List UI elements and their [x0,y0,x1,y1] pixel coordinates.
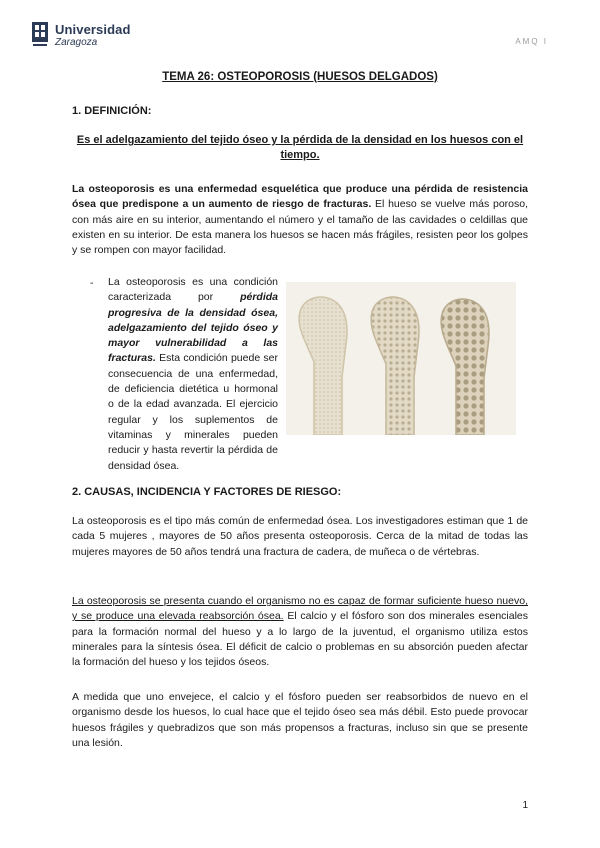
causes-paragraph-2 [72,594,528,670]
logo-city: Zaragoza [55,37,98,48]
definition-statement: Es el adelgazamiento del tejido óseo y la pérdida de la densidad en los huesos con el tiempo. [76,134,524,161]
bullet-paragraph [108,275,278,474]
bullet-rest: Esta condición puede ser consecuencia de una enfermedad, de deficiencia dietética u hormonal o de la edad avanzada. El ejercicio regular y los suplementos de vitaminas y minerales pueden reducir y hasta revertir la pérdida de densidad ósea. [108,352,278,472]
crest-icon [30,20,50,50]
causes-paragraph-3: A medida que uno envejece, el calcio y el fósforo pueden ser reabsorbidos de nuevo en el organismo desde los huesos, lo cual hace que el tejido óseo sea más débil. Esto puede provocar huesos frágiles y quebradizos que son más propensos a fracturas, incluso sin que se presente una lesión. [72,691,528,749]
definition-paragraph-rest: El hueso se vuelve más poroso, con más aire en su interior, aumentando el número y el tamaño de las cavidades o celdillas que existen en su interior. De esta manera los huesos se hacen más frágiles, resisten peor los golpes y se rompen con mayor facilidad. [72,198,528,257]
course-tag: AMQ I [515,37,548,46]
causes-paragraph-2-underlined: La osteoporosis se presenta cuando el organismo no es capaz de formar suficiente hueso nuevo, y se produce una elevada reabsorción ósea. [72,595,528,623]
causes-paragraph-1: La osteoporosis es el tipo más común de enfermedad ósea. Los investigadores estiman que 1 de cada 5 mujeres , mayores de 50 años presenta osteoporosis. Cerca de la mitad de todas las mujeres mayores de 50 años tendrá una fractura de cadera, de muñeca o de vértebras. [72,515,528,558]
section-heading-causes: 2. CAUSAS, INCIDENCIA Y FACTORES DE RIESGO: [72,486,342,498]
university-logo [30,18,140,58]
section-heading-definition: 1. DEFINICIÓN: [72,105,152,117]
logo-name: Universidad [55,22,131,37]
bone-density-image [286,282,516,435]
page-title: TEMA 26: OSTEOPOROSIS (HUESOS DELGADOS) [162,71,438,83]
causes-paragraph-2-rest: El calcio y el fósforo son dos minerales esenciales para la formación normal del hueso y a lo largo de la juventud, el organismo utiliza estos minerales para la síntesis ósea. El déficit de calcio o problemas en su absorción pueden afectar la formación del hueso y los tejidos óseos. [72,610,529,669]
bullet-marker: - [90,277,94,289]
definition-paragraph [72,182,528,258]
bullet-bold: pérdida progresiva de la densidad ósea, adelgazamiento del tejido óseo y mayor vulnerabilidad a las fracturas. [108,291,278,365]
bullet-intro: La osteoporosis es una condición caracterizada por [108,276,278,304]
page-number: 1 [522,800,528,811]
definition-paragraph-bold: La osteoporosis es una enfermedad esquelética que produce una pérdida de resistencia ósea que predispone a un aumento de riesgo de fracturas. [72,183,528,211]
